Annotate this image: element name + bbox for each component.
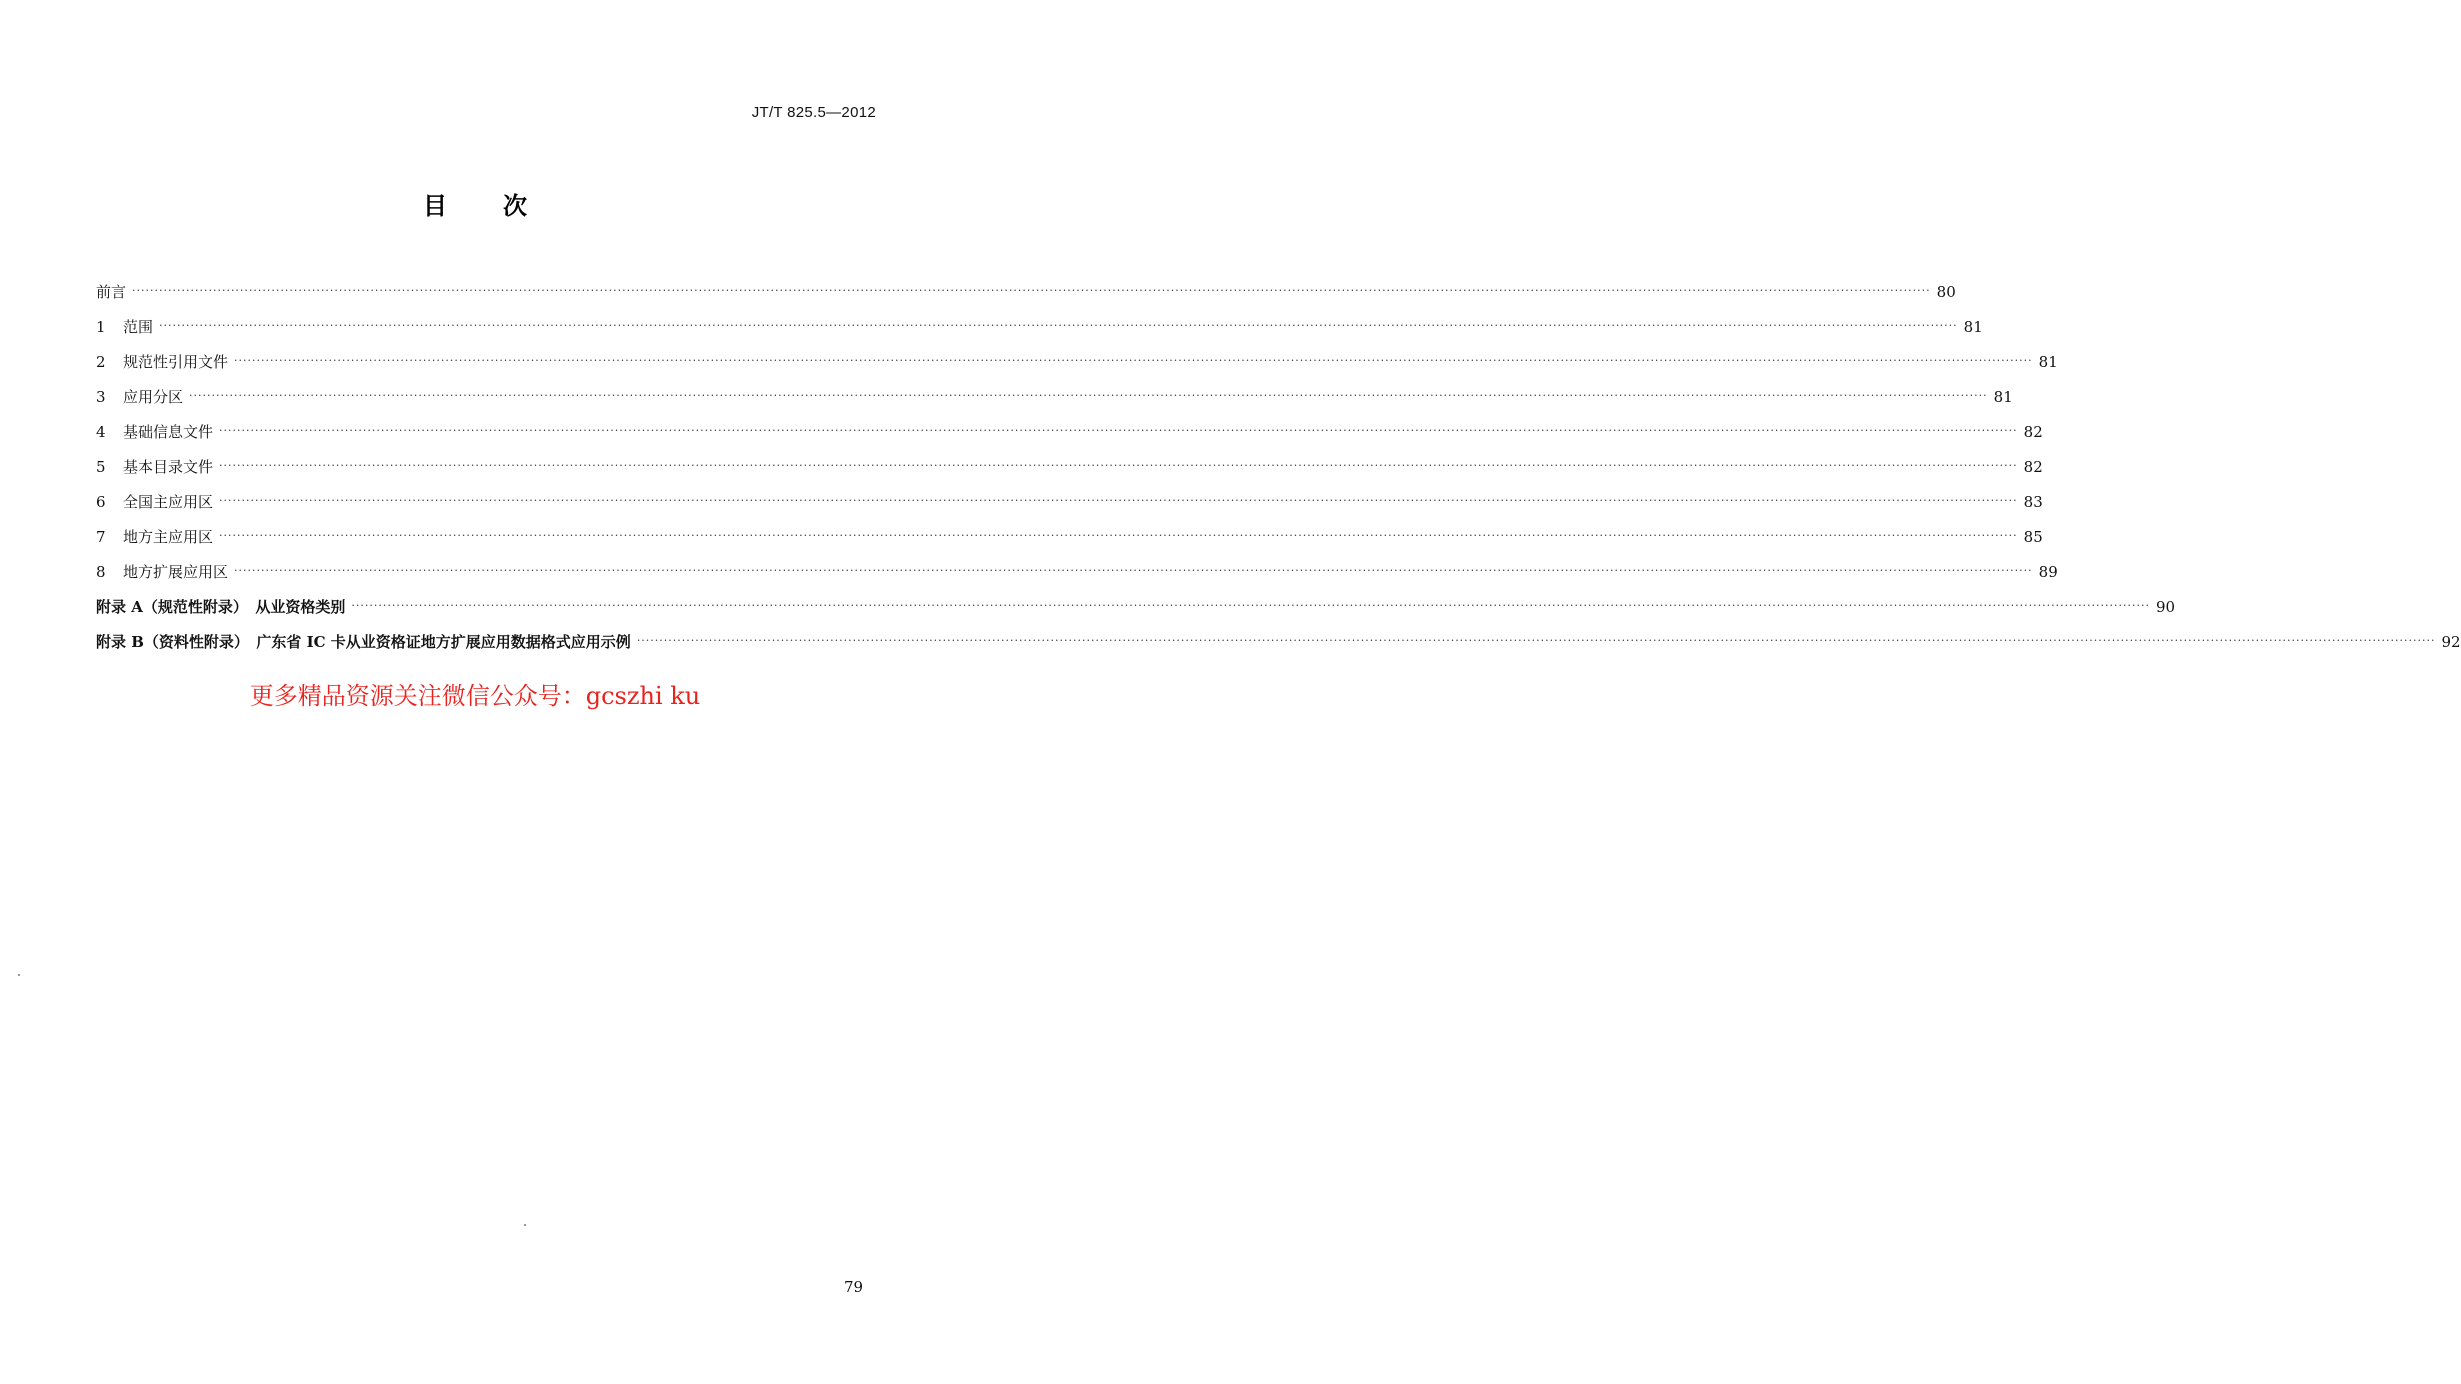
toc-leader-dots: ················································································································································································································································································································································································································: [636, 634, 2436, 647]
toc-entry-label: 地方扩展应用区: [123, 563, 229, 581]
toc-entry-number: 2: [96, 353, 106, 371]
toc-entry-normative-references[interactable]: [96, 338, 2058, 373]
promo-watermark-text: 更多精品资源关注微信公众号：gcszhi ku: [249, 682, 701, 710]
toc-leader-dots: ················································································································································································································································································································································································································: [219, 494, 2018, 507]
toc-entry-page: 85: [2023, 528, 2043, 546]
toc-leader-dots: ················································································································································································································································································································································································································: [132, 284, 1931, 297]
toc-entry-label: 应用分区: [123, 388, 184, 406]
toc-entry-page: 81: [1963, 318, 1983, 336]
toc-entry-label: 全国主应用区: [123, 493, 214, 511]
toc-entry-label: 附录 A（规范性附录） 从业资格类别: [96, 598, 346, 616]
toc-entry-label: 规范性引用文件: [123, 353, 229, 371]
toc-leader-dots: ················································································································································································································································································································································································································: [219, 459, 2018, 472]
toc-leader-dots: ················································································································································································································································································································································································································: [219, 424, 2018, 437]
toc-entry-number: 3: [96, 388, 106, 406]
toc-entry-scope[interactable]: [96, 303, 1983, 338]
toc-entry-annex-a[interactable]: [96, 583, 2176, 618]
table-of-contents: [96, 268, 2461, 653]
toc-entry-local-main-zone[interactable]: [96, 513, 2043, 548]
toc-entry-page: 90: [2156, 598, 2176, 616]
toc-entry-page: 82: [2023, 458, 2043, 476]
toc-entry-number: 6: [96, 493, 106, 511]
toc-leader-dots: ················································································································································································································································································································································································································: [234, 354, 2033, 367]
toc-entry-number: 4: [96, 423, 106, 441]
toc-entry-label: 地方主应用区: [123, 528, 214, 546]
toc-entry-foreword[interactable]: [96, 268, 1956, 303]
toc-entry-national-main-zone[interactable]: [96, 478, 2043, 513]
toc-entry-application-zones[interactable]: [96, 373, 2013, 408]
document-code: JT/T 825.5—2012: [751, 104, 876, 121]
toc-entry-page: 89: [2038, 563, 2058, 581]
toc-entry-page: 81: [1993, 388, 2013, 406]
toc-entry-local-extension-zone[interactable]: [96, 548, 2058, 583]
toc-entry-page: 81: [2038, 353, 2058, 371]
page-title: 目次: [423, 192, 583, 220]
toc-entry-basic-directory-file[interactable]: [96, 443, 2043, 478]
toc-entry-number: 5: [96, 458, 106, 476]
toc-entry-number: 7: [96, 528, 106, 546]
toc-leader-dots: ················································································································································································································································································································································································································: [159, 319, 1958, 332]
toc-entry-number: 8: [96, 563, 106, 581]
toc-leader-dots: ················································································································································································································································································································································································································: [189, 389, 1988, 402]
toc-entry-label: 前言: [96, 283, 127, 301]
toc-leader-dots: ················································································································································································································································································································································································································: [219, 529, 2018, 542]
toc-entry-page: 80: [1936, 283, 1956, 301]
toc-leader-dots: ················································································································································································································································································································································································································: [234, 564, 2033, 577]
toc-entry-label: 范围: [123, 318, 154, 336]
toc-entry-label: 基本目录文件: [123, 458, 214, 476]
toc-entry-page: 92: [2441, 633, 2461, 651]
scan-speck: [524, 1224, 526, 1226]
toc-entry-label: 基础信息文件: [123, 423, 214, 441]
page-number: 79: [844, 1278, 864, 1296]
toc-entry-number: 1: [96, 318, 106, 336]
scan-speck: [18, 974, 20, 976]
toc-entry-label: 附录 B（资料性附录） 广东省 IC 卡从业资格证地方扩展应用数据格式应用示例: [96, 633, 631, 651]
toc-entry-page: 83: [2023, 493, 2043, 511]
toc-entry-annex-b[interactable]: [96, 618, 2461, 653]
toc-leader-dots: ················································································································································································································································································································································································································: [351, 599, 2151, 612]
toc-entry-page: 82: [2023, 423, 2043, 441]
toc-entry-basic-info-file[interactable]: [96, 408, 2043, 443]
